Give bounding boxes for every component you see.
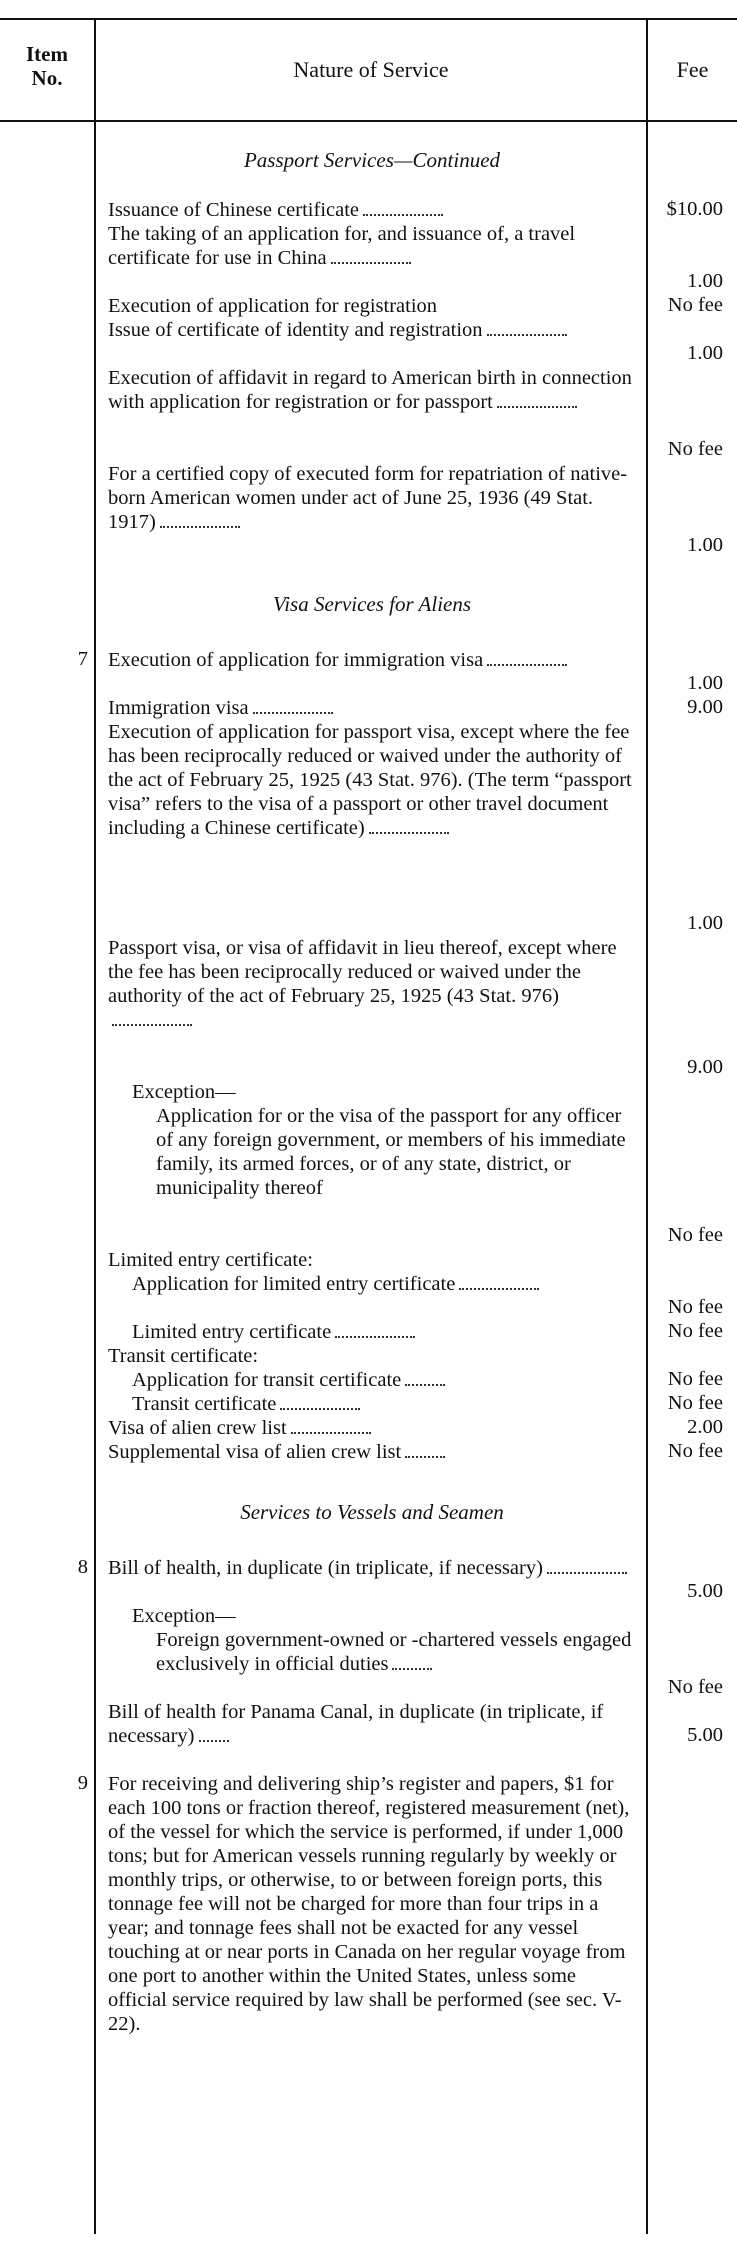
top-rule [0,18,737,20]
fee-value: No fee [667,1296,723,1318]
exception-label: Exception— [132,1605,236,1627]
service-entry: Application for limited entry certificate [108,1272,636,1296]
fee-value: 2.00 [687,1416,723,1438]
service-entry: Bill of health for Panama Canal, in duplicate (in triplicate, if necessary) [108,1701,604,1747]
service-entry: Limited entry certificate [108,1320,636,1344]
fee-value: 5.00 [687,1580,723,1602]
service-entry: The taking of an application for, and issuance of, a travel certificate for use in China [108,223,576,269]
item-number: 9 [77,1772,88,1794]
column-divider-right [646,18,648,2234]
fee-value: No fee [667,438,723,460]
service-entry: For a certified copy of executed form for repatriation of native-born American women under act of June 25, 1936 (49 Stat. 1917) [108,463,628,533]
fee-value: 1.00 [687,672,723,694]
header-rule [0,120,737,122]
fee-header: Fee [676,57,709,82]
fee-value: No fee [667,1320,723,1342]
service-entry: Execution of application for immigration visa [108,648,636,672]
service-entry: Execution of application for registration [108,295,438,317]
service-entry: Application for transit certificate [108,1368,636,1392]
fee-value: No fee [667,1368,723,1390]
exception-label: Exception— [132,1081,236,1103]
fee-value: 9.00 [687,696,723,718]
service-entry: Issuance of Chinese certificate [108,198,636,222]
fee-value: No fee [667,1440,723,1462]
fee-value: 9.00 [687,1056,723,1078]
fee-value: 1.00 [687,912,723,934]
section-heading-passport: Passport Services—Continued [243,148,501,172]
fee-value: No fee [667,1392,723,1414]
service-entry: Application for or the visa of the passport for any officer of any foreign government, or members of his immediate family, its armed forces, or of any state, district, or municipality thereof [156,1105,626,1199]
service-entry: For receiving and delivering ship’s register and papers, $1 for each 100 tons or fraction thereof, registered measurement (net), of the vessel for which the service is performed, if under 1,000 tons; but for American vessels running regularly by weekly or monthly trips, or otherwise, to or between foreign ports, this tonnage fee will not be charged for more than four trips in a year; and tonnage fees shall not be exacted for any vessel touching at or near ports in Canada on her regular voyage from one port to another within the United States, unless some official service required by law shall be performed (see sec. V-22). [108,1773,630,2035]
fee-value: 1.00 [687,342,723,364]
fee-value: No fee [667,1224,723,1246]
nature-of-service-header: Nature of Service [293,57,449,82]
column-divider-left [94,18,96,2234]
service-entry: Limited entry certificate: [108,1249,313,1271]
service-entry: Transit certificate [108,1392,636,1416]
service-entry: Immigration visa [108,696,636,720]
service-entry: Visa of alien crew list [108,1416,636,1440]
fee-value: No fee [667,294,723,316]
service-entry: Execution of application for passport visa, except where the fee has been reciprocally reduced or waived under the authority of the act of February 25, 1925 (43 Stat. 976). (The term “passport visa” refers to the visa of a passport or other travel document including a Chinese certificate) [108,721,632,839]
fee-value: $10.00 [666,198,723,220]
section-heading-visa: Visa Services for Aliens [272,592,472,616]
service-entry: Supplemental visa of alien crew list [108,1440,636,1464]
fee-value: 1.00 [687,270,723,292]
fee-value: 1.00 [687,534,723,556]
item-number: 7 [77,648,88,670]
item-number-header: Item No. [26,42,68,90]
fee-value: No fee [667,1676,723,1698]
service-entry: Bill of health, in duplicate (in triplicate, if necessary) [108,1556,636,1580]
section-heading-vessels: Services to Vessels and Seamen [240,1500,504,1524]
service-entry: Issue of certificate of identity and registration [108,318,636,342]
fee-value: 5.00 [687,1724,723,1746]
service-entry: Passport visa, or visa of affidavit in lieu thereof, except where the fee has been reciprocally reduced or waived under the authority of the act of February 25, 1925 (43 Stat. 976) [108,936,636,1032]
item-number: 8 [77,1556,88,1578]
service-entry: Transit certificate: [108,1345,259,1367]
service-entry: Execution of affidavit in regard to American birth in connection with application for registration or for passport [108,367,632,413]
service-entry: Foreign government-owned or -chartered vessels engaged exclusively in official duties [156,1629,632,1675]
